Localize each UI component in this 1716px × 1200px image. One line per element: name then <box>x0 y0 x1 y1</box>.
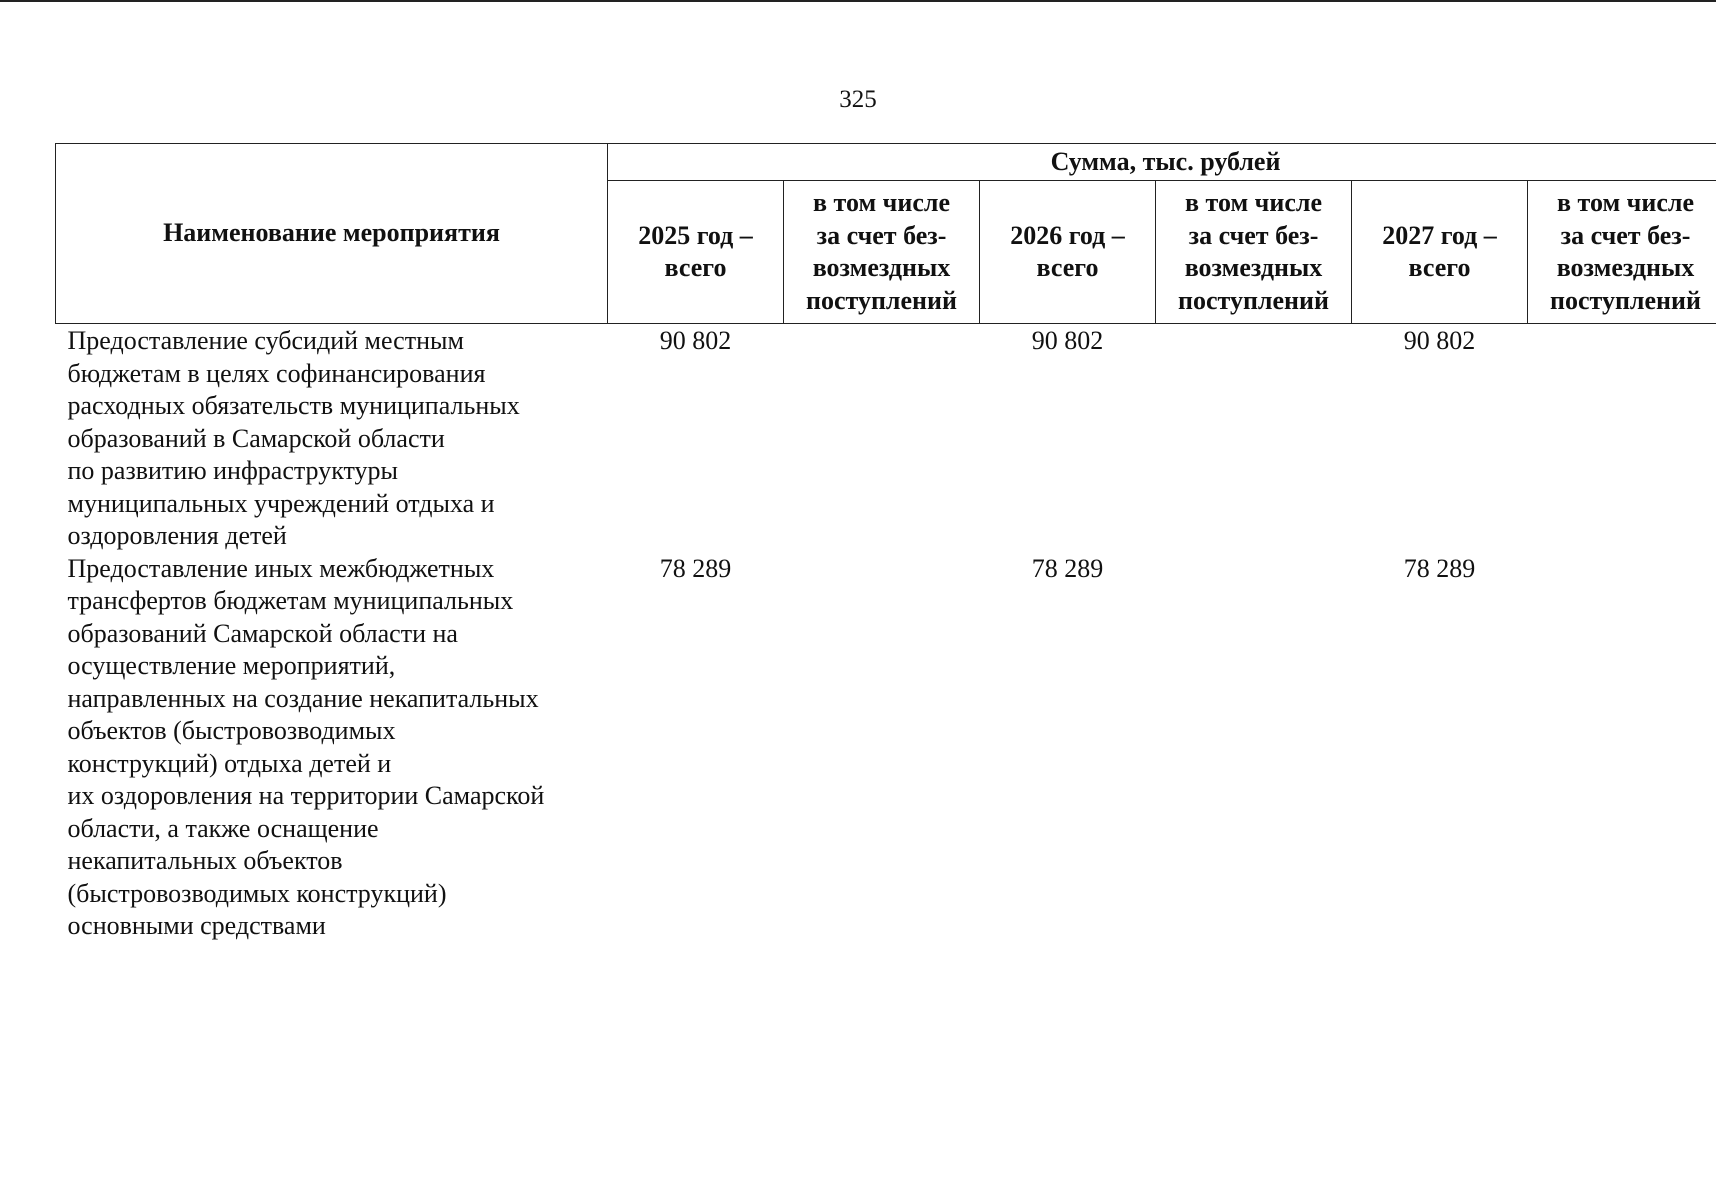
event-name-line: бюджетам в целях софинансирования <box>67 358 486 388</box>
header-col-2026-total <box>980 181 1156 324</box>
header-line: в том числе <box>1557 188 1694 217</box>
event-name-cell <box>56 324 608 553</box>
header-line: всего <box>1408 253 1471 282</box>
event-name-line: осуществление мероприятий, <box>67 651 396 680</box>
event-name-line: образований Самарской области на <box>67 618 458 648</box>
event-name-line: оздоровления детей <box>67 521 287 550</box>
value-cell-2027-grants <box>1528 324 1716 553</box>
event-name-cell <box>56 553 608 943</box>
header-line: 2025 год – <box>638 220 753 250</box>
header-line: в том числе <box>813 188 950 217</box>
header-col-2026-grants <box>1156 181 1352 324</box>
header-line: за счет без- <box>1188 220 1319 250</box>
event-name-line: некапитальных объектов <box>67 846 343 875</box>
table-row <box>56 553 1716 943</box>
header-col-2027-total <box>1352 181 1528 324</box>
value-cell-2026-total: 90 802 <box>1031 326 1104 355</box>
header-line: 2027 год – <box>1382 220 1497 250</box>
event-name-line: Предоставление субсидий местным <box>67 326 464 355</box>
value-cell-2027-total: 78 289 <box>1403 553 1476 583</box>
header-line: возмездных <box>1184 253 1323 282</box>
event-name-line: основными средствами <box>67 911 326 940</box>
header-row-group <box>56 144 1716 181</box>
event-name-line: объектов (быстровозводимых <box>67 716 396 745</box>
header-line: в том числе <box>1185 188 1322 217</box>
header-line: возмездных <box>812 253 951 282</box>
event-name-line: их оздоровления на территории Самарской <box>67 781 545 810</box>
event-name-line: направленных на создание некапитальных <box>67 683 539 713</box>
value-cell-2025-grants <box>784 324 980 553</box>
event-name-line: по развитию инфраструктуры <box>67 456 398 485</box>
event-name-line: области, а также оснащение <box>67 813 379 843</box>
event-name-line: муниципальных учреждений отдыха и <box>67 488 495 518</box>
header-line: всего <box>664 253 727 282</box>
header-col-2025-grants <box>784 181 980 324</box>
header-line: поступлений <box>1178 285 1329 315</box>
value-cell-2026-grants <box>1156 324 1352 553</box>
header-line: 2026 год – <box>1010 220 1125 250</box>
event-name-line: Предоставление иных межбюджетных <box>67 553 495 583</box>
event-name-line: конструкций) отдыха детей и <box>67 748 392 778</box>
page-number: 325 <box>839 86 877 113</box>
header-line: поступлений <box>806 285 957 315</box>
event-name-line: образований в Самарской области <box>67 423 445 453</box>
value-cell-2026-total: 78 289 <box>1031 553 1104 583</box>
value-cell-2025-total: 78 289 <box>659 553 732 583</box>
header-line: поступлений <box>1550 285 1701 315</box>
value-cell-2026-grants <box>1156 553 1352 943</box>
header-col-2025-total <box>608 181 784 324</box>
header-line: возмездных <box>1556 253 1695 282</box>
event-name-line: (быстровозводимых конструкций) <box>67 878 447 908</box>
top-border-line <box>0 0 1716 2</box>
header-event-name: Наименование мероприятия <box>56 144 608 324</box>
header-line: всего <box>1036 253 1099 282</box>
event-name-line: расходных обязательств муниципальных <box>67 391 520 420</box>
header-col-2027-grants <box>1528 181 1716 324</box>
header-line: за счет без- <box>816 220 947 250</box>
table-body <box>56 324 1716 943</box>
event-name-line: трансфертов бюджетам муниципальных <box>67 586 514 615</box>
budget-table <box>55 143 1716 943</box>
value-cell-2027-total: 90 802 <box>1403 326 1476 355</box>
header-sum-group: Сумма, тыс. рублей <box>608 144 1716 181</box>
value-cell-2027-grants <box>1528 553 1716 943</box>
header-line: за счет без- <box>1560 220 1691 250</box>
table-row <box>56 324 1716 553</box>
value-cell-2025-grants <box>784 553 980 943</box>
value-cell-2025-total: 90 802 <box>659 326 732 355</box>
